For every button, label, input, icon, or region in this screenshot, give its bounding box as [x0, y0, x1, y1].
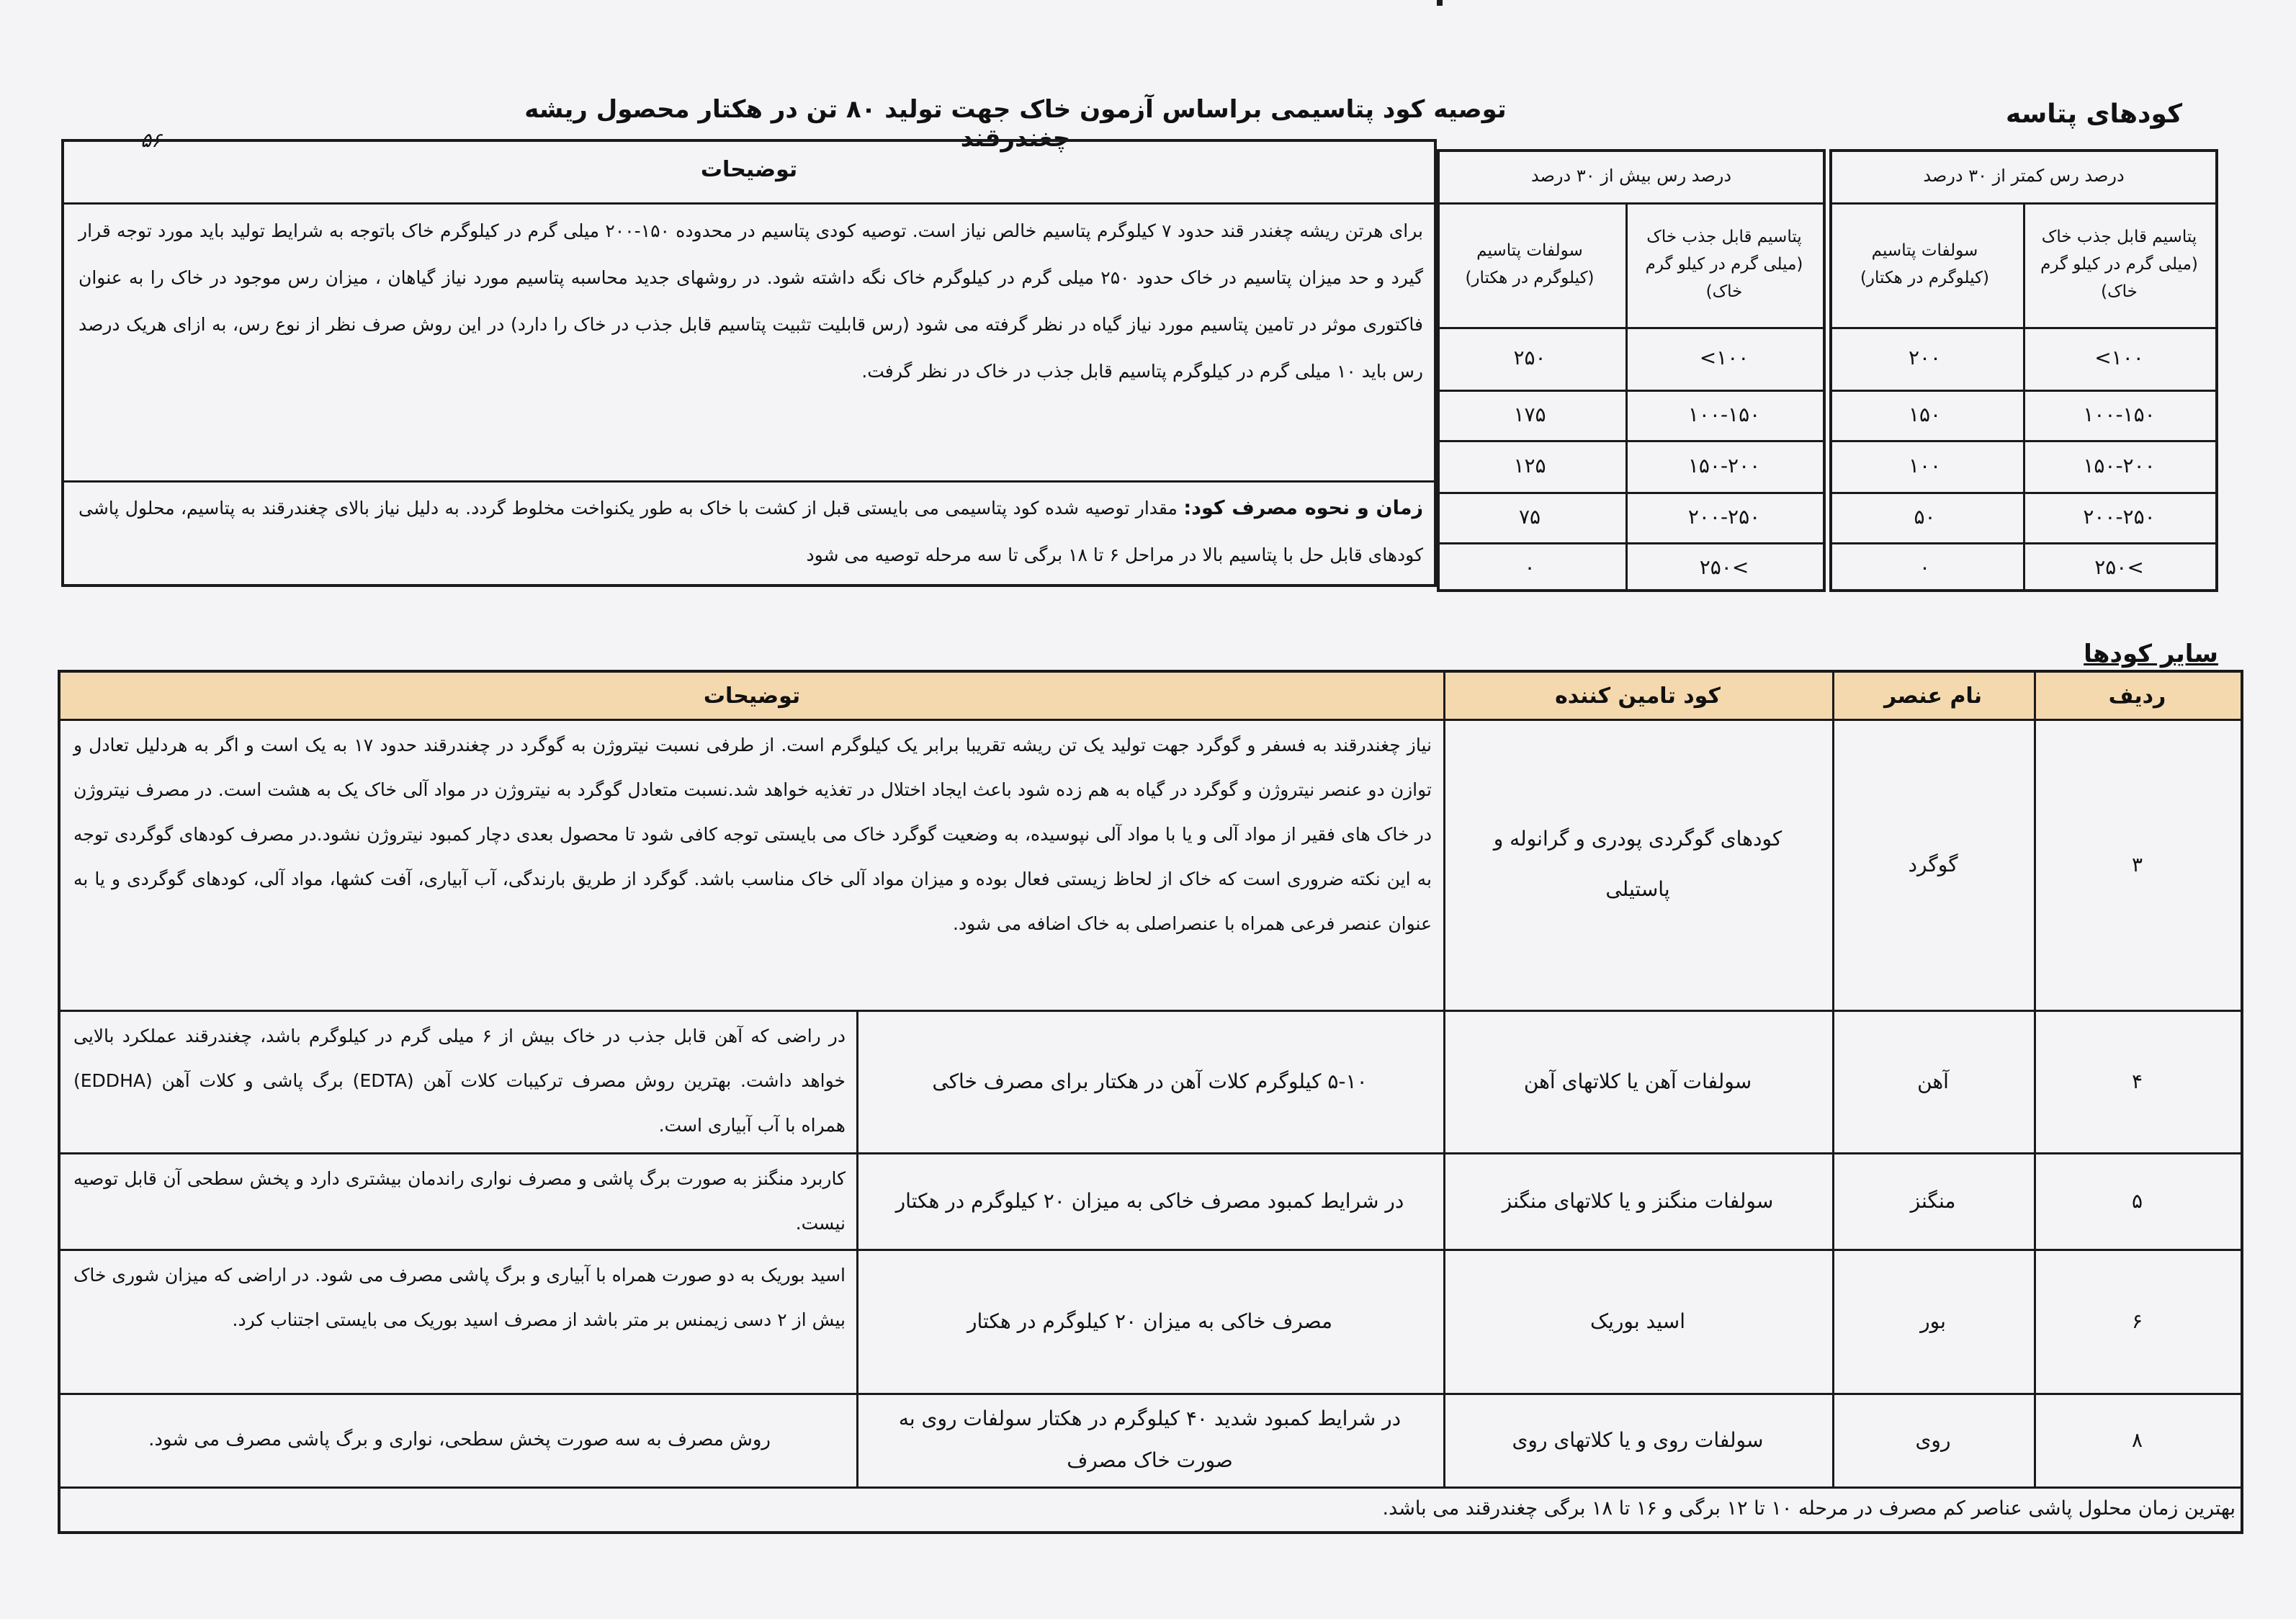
col-header-fertilizer: کود تامین کننده [1555, 683, 1721, 709]
row-3-num: ۳ [2131, 852, 2143, 876]
clay-low-soil-4: ۲۰۰-۲۵۰ [2083, 504, 2156, 529]
row-6-desc: اسید بوریک به دو صورت همراه با آبیاری و برگ پاشی مصرف می شود. در اراضی که میزان شوری خاک بیش از ۲ دسی زیمنس بر متر باشد از مصرف اسید بوریک می بایستی اجتناب کرد. [73, 1265, 846, 1330]
page-mark: ۵۶ [140, 128, 163, 152]
clay-low-group-header: درصد رس کمتر از ۳۰ درصد [1923, 166, 2125, 186]
potash-timing-text [68, 480, 1433, 584]
row-5-element: منگنز [1910, 1188, 1956, 1213]
row-5-desc: کاربرد منگنز به صورت برگ پاشی و مصرف نواری راندمان بیشتری دارد و پخش سطحی آن قابل توصیه نیست. [73, 1168, 846, 1234]
potash-timing-body: مقدار توصیه شده کود پتاسیمی می بایستی قبل از کشت با خاک به طور یکنواخت مخلوط گردد. به دلیل نیاز بالای چغندرقند به پتاسیم، محلول پاشی کودهای قابل حل با پتاسیم بالا در مراحل ۶ تا ۱۸ برگی تا سه مرحله توصیه می شود [79, 498, 1423, 565]
row-8-num: ۸ [2131, 1427, 2143, 1452]
row-5-num: ۵ [2131, 1188, 2143, 1213]
clay-high-soil-k-header: پتاسیم قابل جذب خاک (میلی گرم در کیلو گرم خاک) [1645, 228, 1803, 301]
row-4-fertilizer: سولفات آهن یا کلاتهای آهن [1523, 1069, 1752, 1093]
clay-high-sulfate-header: سولفات پتاسیم (کیلوگرم در هکتار) [1465, 241, 1595, 287]
row-3-element: گوگرد [1908, 852, 1958, 876]
row-6-rate: مصرف خاکی به میزان ۲۰ کیلوگرم در هکتار [967, 1309, 1333, 1333]
micronutrient-footnote: بهترین زمان محلول پاشی عناصر کم مصرف در مرحله ۱۰ تا ۱۲ برگی و ۱۶ تا ۱۸ برگی چغندرقند می باشد. [1382, 1497, 2236, 1520]
row-3-desc: نیاز چغندرقند به فسفر و گوگرد جهت تولید یک تن ریشه تقریبا برابر یک کیلوگرم است. از طرفی نسبت نیتروژن به گوگرد در چغندرقند حدود ۱۷ به یک است و اگر به هردلیل تعادل و توازن دو عنصر نیتروژن و گوگرد در گیاه به هم زده شود باعث ایجاد اختلال در تغذیه خواهد شد.نسبت متعادل گوگرد به نیتروژن در مواد آلی خاک یک به هشت است. در مصرف نیتروژن در خاک های فقیر از مواد آلی و یا با مواد آلی نپوسیده، به وضعیت گوگرد خاک می بایستی توجه کافی شود تا محصول بعدی دچار کمبود نیتروژن نشود.در مصرف کودهای گوگردی توجه به این نکته ضروری است که خاک از لحاظ زیستی فعال بوده و میزان مواد آلی خاک مناسب باشد. گوگرد از طریق بارندگی، آب آبیاری، آفت کشها، مواد آلی، کودهای گوگردی و یا به عنوان عنصر فرعی همراه با عنصراصلی به خاک اضافه می شود. [73, 735, 1432, 934]
clay-low-soil-3: ۱۵۰-۲۰۰ [2083, 453, 2156, 477]
row-8-desc: روش مصرف به سه صورت پخش سطحی، نواری و برگ پاشی مصرف می شود. [148, 1429, 771, 1450]
row-6-element: بور [1920, 1309, 1946, 1333]
row-8-element: روی [1915, 1427, 1951, 1452]
row-5-fertilizer: سولفات منگنز و یا کلاتهای منگنز [1502, 1188, 1774, 1213]
col-header-row: ردیف [2108, 683, 2166, 709]
clay-low-fert-5: ۰ [1919, 555, 1931, 579]
row-4-num: ۴ [2131, 1069, 2143, 1093]
clay-low-fert-3: ۱۰۰ [1908, 453, 1942, 477]
clay-high-soil-3: ۱۵۰-۲۰۰ [1687, 453, 1761, 477]
row-4-desc: در راضی که آهن قابل جذب در خاک بیش از ۶ میلی گرم در کیلوگرم باشد، چغندرقند عملکرد بالایی خواهد داشت. بهترین روش مصرف ترکیبات کلات آهن (EDTA) برگ پاشی و کلات آهن (EDDHA) همراه با آب آبیاری است. [73, 1026, 846, 1136]
row-8-fertilizer: سولفات روی و یا کلاتهای روی [1512, 1427, 1764, 1452]
clay-high-soil-5: ۲۵۰< [1699, 555, 1749, 579]
row-4-element: آهن [1917, 1069, 1949, 1093]
clay-high-table [1437, 0, 1443, 6]
clay-low-soil-k-header: پتاسیم قابل جذب خاک (میلی گرم در کیلو گرم خاک) [2040, 228, 2198, 301]
row-5-rate: در شرایط کمبود مصرف خاکی به میزان ۲۰ کیلوگرم در هکتار [895, 1188, 1404, 1213]
clay-high-group-header: درصد رس بیش از ۳۰ درصد [1530, 166, 1732, 186]
clay-high-soil-2: ۱۰۰-۱۵۰ [1687, 402, 1761, 426]
clay-high-soil-1: <۱۰۰ [1699, 346, 1749, 369]
col-header-element: نام عنصر [1884, 683, 1982, 709]
section-heading-potash: کودهای پتاسه [2006, 99, 2182, 129]
potash-timing-label: زمان و نحوه مصرف کود: [1183, 497, 1424, 519]
clay-low-soil-5: ۲۵۰< [2094, 555, 2144, 579]
clay-low-soil-2: ۱۰۰-۱۵۰ [2083, 402, 2156, 426]
clay-high-fert-2: ۱۷۵ [1513, 402, 1546, 426]
clay-low-fert-4: ۵۰ [1914, 504, 1936, 529]
row-8-rate: در شرایط کمبود شدید ۴۰ کیلوگرم در هکتار سولفات روی به صورت خاک مصرف [898, 1407, 1402, 1472]
potash-desc-header: توضیحات [700, 156, 798, 182]
row-6-fertilizer: اسید بوریک [1590, 1309, 1685, 1333]
row-4-rate: ۵-۱۰ کیلوگرم کلات آهن در هکتار برای مصرف خاکی [932, 1069, 1368, 1093]
potash-description-text: برای هرتن ریشه چغندر قند حدود ۷ کیلوگرم پتاسیم خالص نیاز است. توصیه کودی پتاسیم در محدوده ۱۵۰-۲۰۰ میلی گرم در کیلوگرم خاک باتوجه به شرایط تولید باید مورد توجه قرار گیرد و حد میزان پتاسیم در خاک حدود ۲۵۰ میلی گرم در کیلوگرم خاک نگه داشته شود. در روشهای جدید محاسبه پتاسیم مورد نیاز گیاهان ، میزان رس موجود در خاک را به عنوان فاکتوری موثر در تامین پتاسیم مورد نیاز گیاه در نظر گرفته می شود (رس قابلیت تثبیت پتاسیم قابل جذب در خاک را دارد) در این روش صرف نظر از نوع رس، به ازای هریک درصد رس باید ۱۰ میلی گرم در کیلوگرم پتاسیم قابل جذب در خاک در نظر گرفت. [79, 220, 1423, 382]
clay-low-sulfate-header: سولفات پتاسیم (کیلوگرم در هکتار) [1860, 241, 1990, 287]
clay-low-fert-2: ۱۵۰ [1908, 402, 1942, 426]
clay-high-fert-3: ۱۲۵ [1513, 453, 1546, 477]
clay-low-soil-1: <۱۰۰ [2094, 346, 2144, 369]
potash-table-title: توصیه کود پتاسیمی براساس آزمون خاک جهت تولید ۸۰ تن در هکتار محصول ریشه چغندرقند [524, 95, 1507, 153]
clay-high-fert-1: ۲۵۰ [1513, 346, 1546, 369]
row-6-num: ۶ [2131, 1309, 2143, 1333]
col-header-desc: توضیحات [703, 683, 801, 709]
section-heading-other: سایر کودها [2084, 640, 2218, 668]
clay-high-soil-4: ۲۰۰-۲۵۰ [1687, 504, 1761, 529]
clay-high-fert-4: ۷۵ [1518, 504, 1541, 529]
row-3-fertilizer: کودهای گوگردی پودری و گرانوله و پاستیلی [1493, 827, 1782, 901]
clay-high-fert-5: ۰ [1524, 555, 1535, 579]
clay-low-fert-1: ۲۰۰ [1908, 346, 1942, 369]
